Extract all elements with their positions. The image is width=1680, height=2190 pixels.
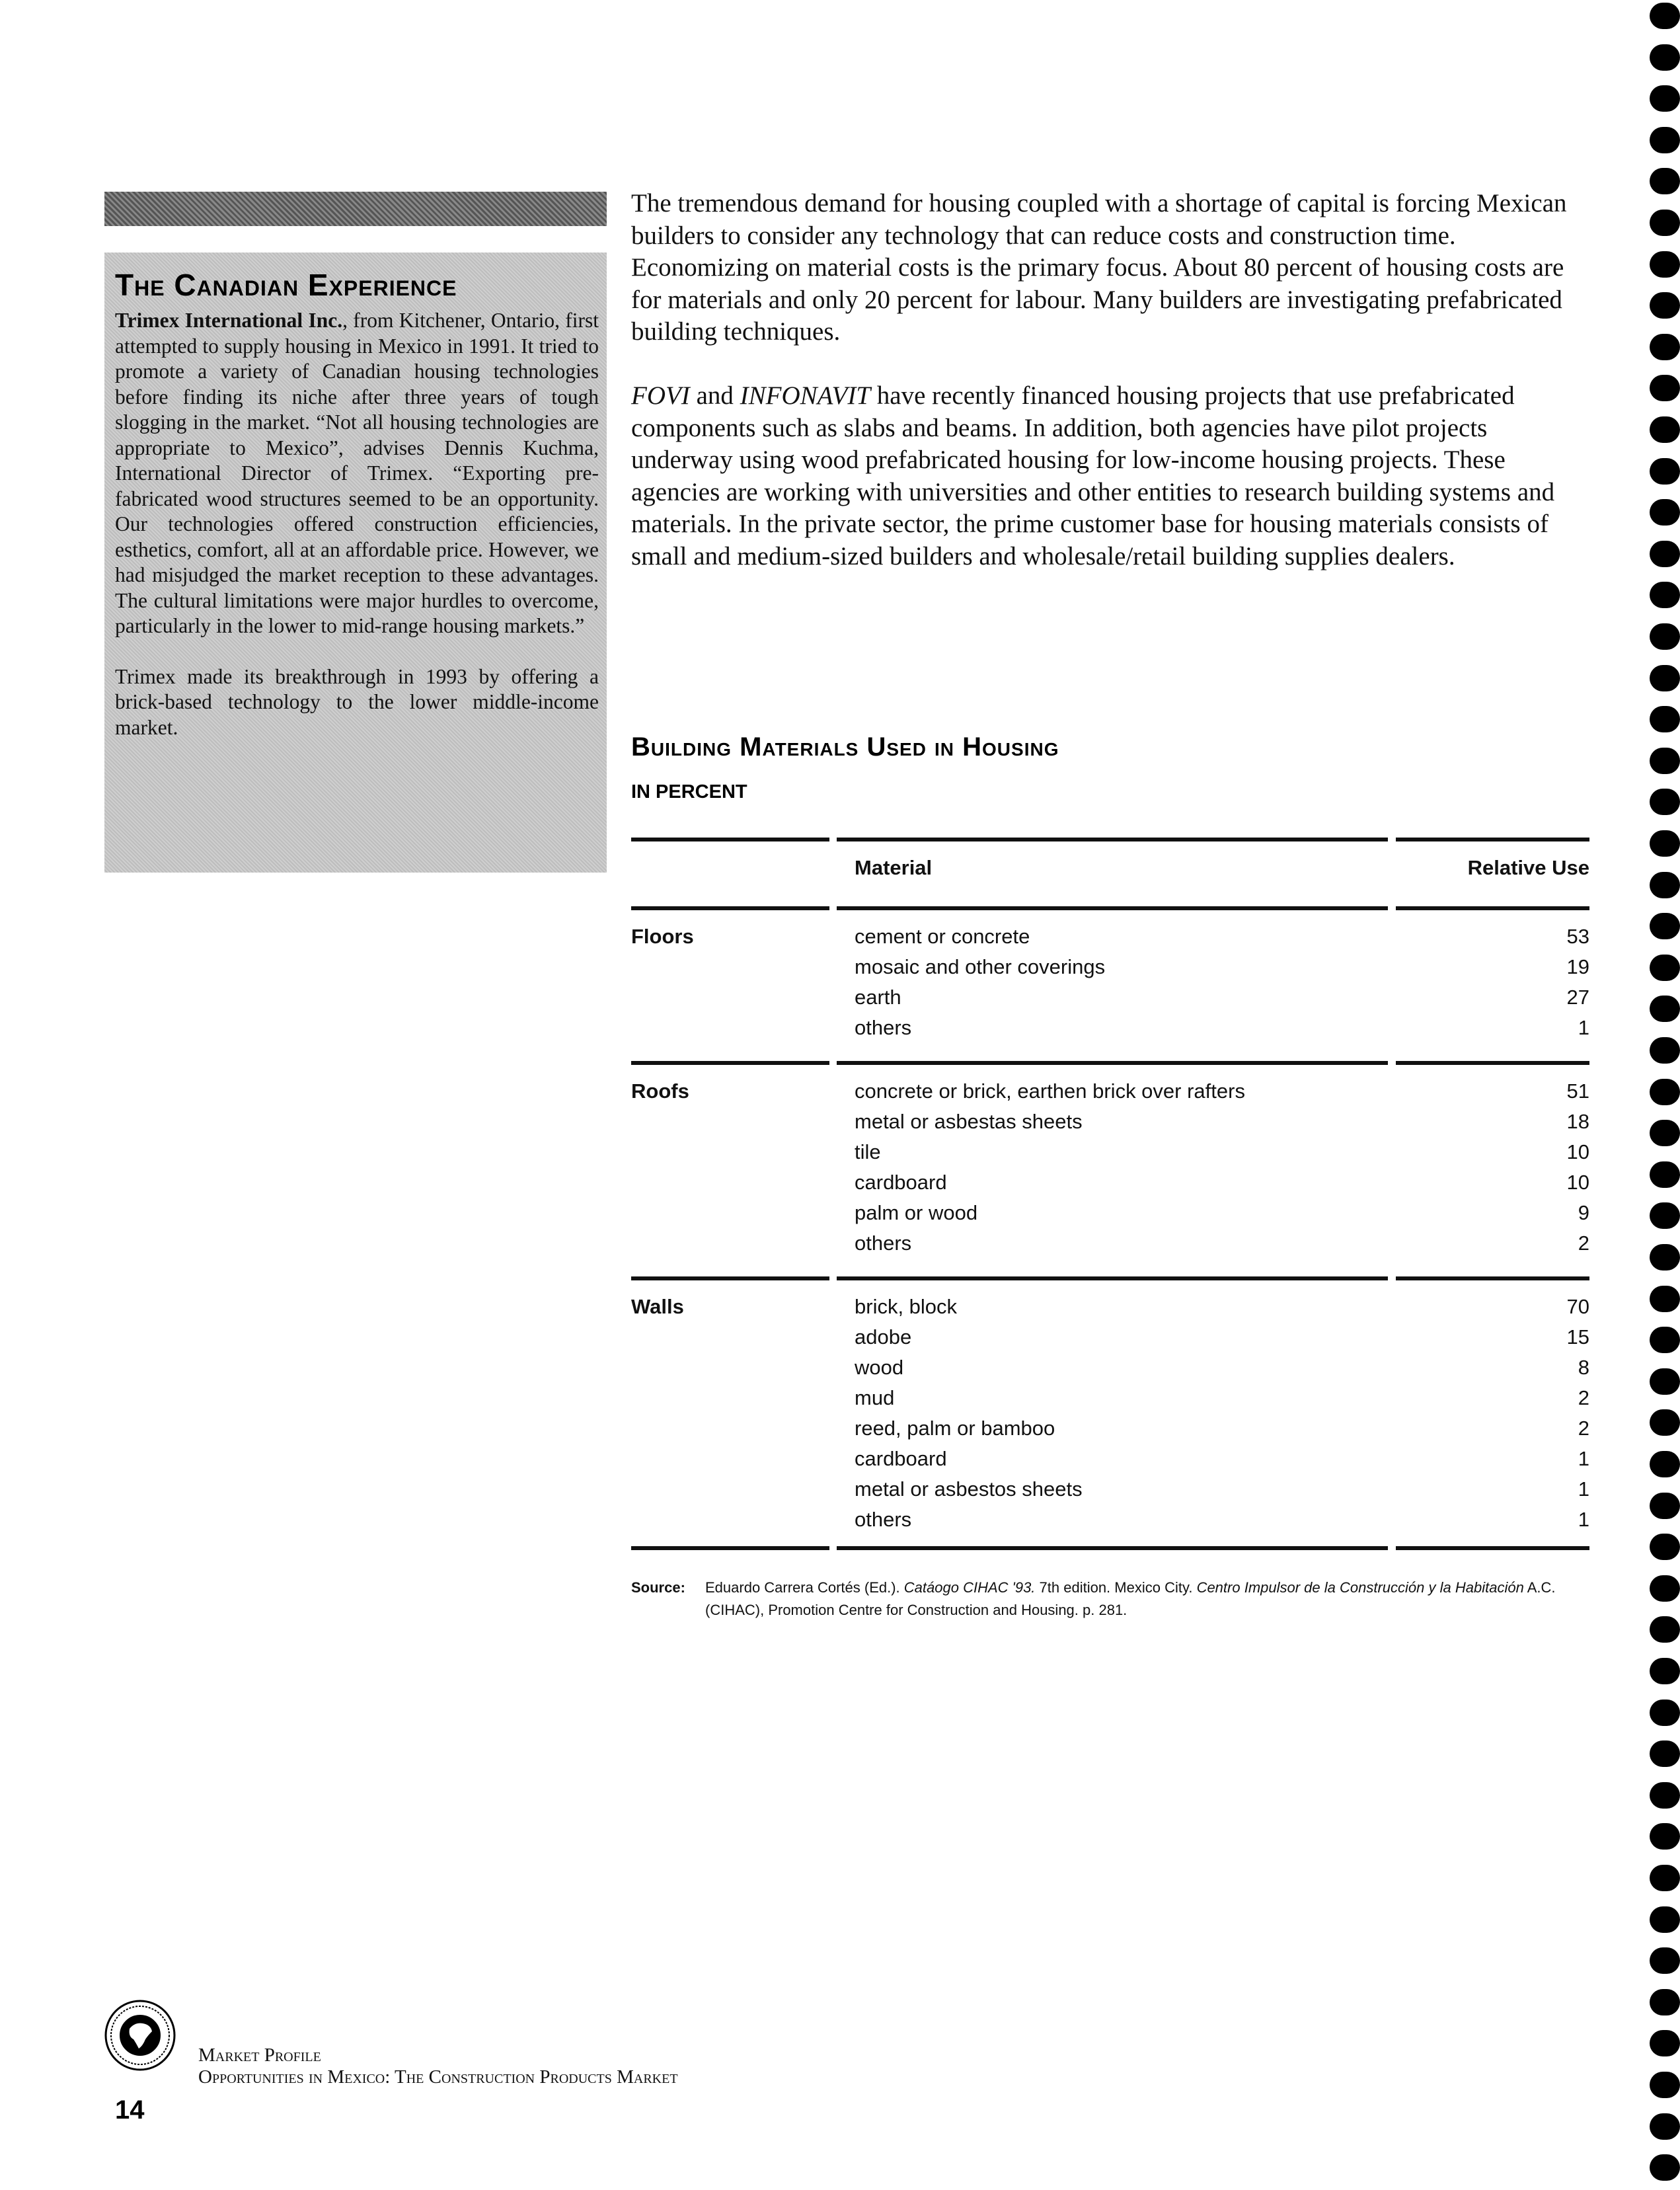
binding-hole — [1650, 1906, 1680, 1933]
binding-hole — [1650, 1989, 1680, 2015]
source-label: Source: — [631, 1579, 685, 1596]
binding-hole — [1650, 541, 1680, 567]
table-row-value: 2 — [1578, 1386, 1589, 1409]
binding-hole — [1650, 210, 1680, 236]
binding-hole — [1650, 913, 1680, 939]
source-note — [631, 1577, 1589, 1622]
main-paragraph-2 — [631, 380, 1589, 573]
binding-hole — [1650, 1782, 1680, 1809]
binding-hole — [1650, 1823, 1680, 1850]
table-row-material: adobe — [855, 1325, 912, 1349]
table-rule — [1396, 838, 1589, 841]
table-row-material: others — [855, 1016, 912, 1039]
main-paragraph-1: The tremendous demand for housing coupled with a shortage of capital is forcing Mexican builders to consider any technology that can reduce costs and construction time. Economizing on material costs is the primary focus. About 80 percent of housing costs are for materials and only 20 percent for labour. Many builders are investigating prefabricated building techniques. — [631, 189, 1567, 346]
table-rule — [1396, 1546, 1589, 1550]
binding-hole — [1650, 665, 1680, 691]
category-roofs: Roofs — [631, 1079, 689, 1103]
binding-hole — [1650, 2030, 1680, 2056]
table-row-material: metal or asbestas sheets — [855, 1110, 1083, 1133]
table-row-value: 9 — [1578, 1201, 1589, 1224]
binding-hole — [1650, 996, 1680, 1022]
spiral-binding — [1650, 0, 1680, 2190]
source-author: Eduardo Carrera Cortés (Ed.). — [705, 1579, 904, 1596]
binding-hole — [1650, 251, 1680, 278]
table-row-value: 1 — [1578, 1477, 1589, 1501]
binding-hole — [1650, 416, 1680, 443]
fovi-name: FOVI — [631, 381, 690, 410]
binding-hole — [1650, 127, 1680, 153]
binding-hole — [1650, 1865, 1680, 1891]
binding-hole — [1650, 1409, 1680, 1436]
table-rule — [837, 838, 1388, 841]
table-row-value: 8 — [1578, 1356, 1589, 1379]
binding-hole — [1650, 1079, 1680, 1105]
table-row-material: brick, block — [855, 1295, 958, 1318]
sidebar-title: The Canadian Experience — [115, 268, 457, 302]
north-america-globe-seal-icon — [104, 2000, 176, 2071]
table-row-value: 18 — [1566, 1110, 1589, 1133]
table-subtitle: IN PERCENT — [631, 781, 747, 802]
column-header-material: Material — [855, 856, 933, 879]
table-row-value: 19 — [1566, 955, 1589, 978]
binding-hole — [1650, 748, 1680, 774]
binding-hole — [1650, 1947, 1680, 1974]
binding-hole — [1650, 1244, 1680, 1271]
binding-hole — [1650, 1493, 1680, 1519]
binding-hole — [1650, 706, 1680, 732]
sidebar-header-bar — [104, 192, 607, 226]
binding-hole — [1650, 1161, 1680, 1188]
table-rule — [1396, 906, 1589, 910]
column-header-relative-use: Relative Use — [1467, 856, 1589, 879]
main-paragraph-2-text: have recently financed housing projects that use prefabricated components such as slabs and beams. In addition, both agencies have pilot projects underway using wood prefabricated housing for low-income housing projects. These agencies are working with universities and other entities to research building systems and materials. In the private sector, the prime customer base for housing materials consists of small and medium-sized builders and wholesale/retail building supplies dealers. — [631, 381, 1555, 570]
category-floors: Floors — [631, 925, 694, 948]
table-rule — [631, 906, 829, 910]
table-row-value: 10 — [1566, 1171, 1589, 1194]
binding-hole — [1650, 499, 1680, 526]
table-title: Building Materials Used in Housing — [631, 732, 1059, 762]
binding-hole — [1650, 1616, 1680, 1643]
table-row-value: 1 — [1578, 1016, 1589, 1039]
binding-hole — [1650, 1120, 1680, 1146]
binding-hole — [1650, 1740, 1680, 1767]
binding-hole — [1650, 168, 1680, 194]
binding-hole — [1650, 44, 1680, 71]
binding-hole — [1650, 955, 1680, 981]
binding-hole — [1650, 1037, 1680, 1064]
table-row-material: mud — [855, 1386, 895, 1409]
table-row-material: metal or asbestos sheets — [855, 1477, 1083, 1501]
table-rule — [837, 1546, 1388, 1550]
table-row-value: 27 — [1566, 986, 1589, 1009]
table-row-material: others — [855, 1508, 912, 1531]
table-row-value: 2 — [1578, 1417, 1589, 1440]
binding-hole — [1650, 1286, 1680, 1312]
table-row-value: 51 — [1566, 1079, 1589, 1103]
binding-hole — [1650, 85, 1680, 112]
table-rule — [631, 1546, 829, 1550]
table-row-value: 15 — [1566, 1325, 1589, 1349]
footer-publication-title: Opportunities in Mexico: The Construction Products Market — [198, 2066, 678, 2088]
binding-hole — [1650, 1575, 1680, 1602]
table-rule — [837, 906, 1388, 910]
infonavit-name: INFONAVIT — [740, 381, 871, 410]
table-row-material: wood — [855, 1356, 904, 1379]
table-rule — [837, 1276, 1388, 1280]
binding-hole — [1650, 872, 1680, 898]
sidebar-paragraph-1 — [115, 308, 599, 639]
table-row-value: 1 — [1578, 1508, 1589, 1531]
binding-hole — [1650, 2154, 1680, 2181]
table-rule — [1396, 1276, 1589, 1280]
page-number: 14 — [115, 2095, 145, 2125]
table-row-material: reed, palm or bamboo — [855, 1417, 1055, 1440]
main-body — [631, 188, 1589, 573]
sidebar-lead-company: Trimex International Inc. — [115, 309, 343, 332]
source-catalog: Catáogo CIHAC '93. — [903, 1579, 1036, 1596]
table-rule — [1396, 1061, 1589, 1065]
table-row-material: tile — [855, 1140, 881, 1163]
binding-hole — [1650, 458, 1680, 485]
binding-hole — [1650, 1534, 1680, 1560]
binding-hole — [1650, 1658, 1680, 1684]
table-row-material: cement or concrete — [855, 925, 1030, 948]
binding-hole — [1650, 1700, 1680, 1726]
binding-hole — [1650, 789, 1680, 815]
binding-hole — [1650, 1327, 1680, 1353]
main-paragraph-2-and: and — [689, 381, 740, 410]
sidebar-paragraph-2: Trimex made its breakthrough in 1993 by offering a brick-based technology to the lower middle-income market. — [115, 664, 599, 739]
binding-hole — [1650, 582, 1680, 608]
footer-market-profile: Market Profile — [198, 2045, 321, 2066]
binding-hole — [1650, 334, 1680, 360]
table-row-value: 1 — [1578, 1447, 1589, 1470]
table-row-material: palm or wood — [855, 1201, 978, 1224]
table-row-material: earth — [855, 986, 901, 1009]
table-row-material: cardboard — [855, 1447, 947, 1470]
binding-hole — [1650, 3, 1680, 29]
binding-hole — [1650, 375, 1680, 401]
table-row-value: 70 — [1566, 1295, 1589, 1318]
table-row-value: 2 — [1578, 1232, 1589, 1255]
binding-hole — [1650, 2113, 1680, 2140]
table-rule — [631, 1276, 829, 1280]
source-text — [705, 1577, 1589, 1622]
binding-hole — [1650, 1368, 1680, 1395]
table-row-value: 10 — [1566, 1140, 1589, 1163]
category-walls: Walls — [631, 1295, 684, 1318]
sidebar-box — [104, 253, 607, 873]
sidebar-paragraph-1-text: , from Kitchener, Ontario, first attempted to supply housing in Mexico in 1991. It tried to promote a variety of Canadian housing technologies before finding its niche after three years of tough slogging in the market. “Not all housing technologies are appropriate to Mexico”, advises Dennis Kuchma, International Director of Trimex. “Exporting pre-fabricated wood structures seemed to be an opportunity. Our technologies offered construction efficiencies, esthetics, comfort, all at an affordable price. However, we had misjudged the market reception to these advantages. The cultural limitations were major hurdles to overcome, particularly in the lower to mid-range housing markets.” — [115, 309, 599, 637]
table-row-material: others — [855, 1232, 912, 1255]
table-row-material: cardboard — [855, 1171, 947, 1194]
table-rule — [837, 1061, 1388, 1065]
source-organization: Centro Impulsor de la Construcción y la Habitación — [1196, 1579, 1524, 1596]
binding-hole — [1650, 830, 1680, 857]
binding-hole — [1650, 292, 1680, 319]
binding-hole — [1650, 2072, 1680, 2098]
table-rule — [631, 1061, 829, 1065]
table-row-material: concrete or brick, earthen brick over rafters — [855, 1079, 1245, 1103]
source-rest: A.C. (CIHAC), Promotion Centre for Construction and Housing. p. 281. — [705, 1579, 1556, 1618]
table-row-material: mosaic and other coverings — [855, 955, 1106, 978]
binding-hole — [1650, 1202, 1680, 1229]
table-row-value: 53 — [1566, 925, 1589, 948]
source-edition: 7th edition. Mexico City. — [1035, 1579, 1197, 1596]
binding-hole — [1650, 623, 1680, 650]
binding-hole — [1650, 1451, 1680, 1477]
table-rule — [631, 838, 829, 841]
